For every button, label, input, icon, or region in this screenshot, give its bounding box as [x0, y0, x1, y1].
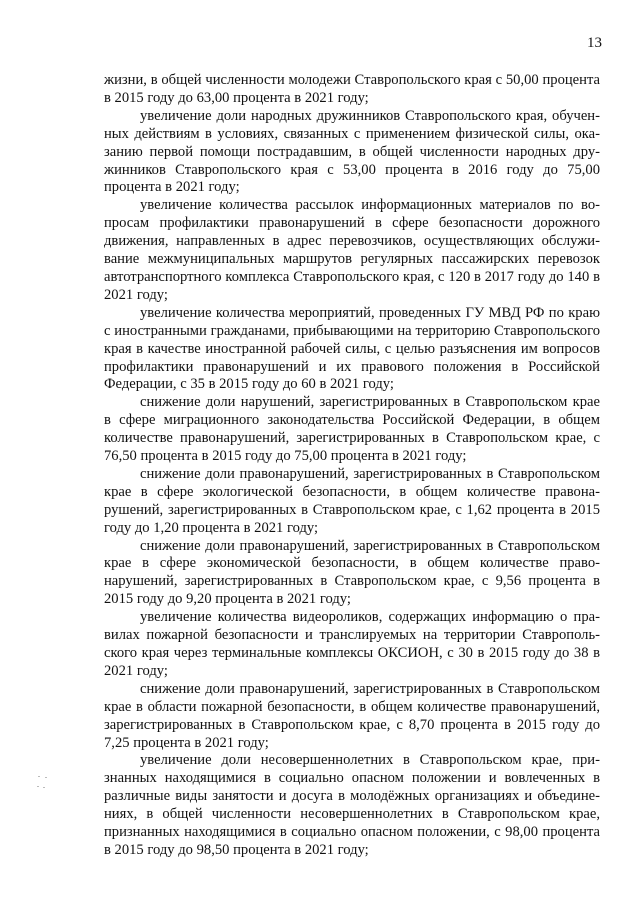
paragraph: снижение доли правонарушений, зарегистрированных в Ставропольском крае в сфере экономической безопасности, в общем количестве правонарушений, зарегистрированных в Ставропольском крае, с 9,56 процента в 2015 году до 9,20 процента в 2021 году;	[104, 537, 600, 608]
paragraph: снижение доли правонарушений, зарегистрированных в Ставропольском крае в области пожарной безопасности, в общем количестве правонарушений, зарегистрированных в Ставропольском крае, с 8,70 процента в 2015 году до 7,25 процента в 2021 году;	[104, 680, 600, 751]
document-body	[104, 72, 600, 860]
paragraph: увеличение количества видеороликов, содержащих информацию о правилах пожарной безопасности и транслируемых на территории Ставропольского края через терминальные комплексы ОКСИОН, с 30 в 2015 году до 38 в 2021 году;	[104, 609, 600, 679]
paragraph: снижение доли правонарушений, зарегистрированных в Ставропольском крае в сфере экологической безопасности, в общем количестве правонарушений, зарегистрированных в Ставропольском крае, с 1,62 процента в 2015 году до 1,20 процента в 2021 году;	[104, 465, 600, 536]
paragraph: увеличение доли народных дружинников Ставропольского края, обученных действиям в условиях, связанных с применением физической силы, оказанию первой помощи пострадавшим, в общей численности народных дружинников Ставропольского края с 53,00 процента в 2016 году до 75,00 процента в 2021 году;	[104, 107, 600, 196]
scan-artifact	[36, 774, 50, 814]
page-number: 13	[587, 35, 602, 51]
paragraph: увеличение количества мероприятий, проведенных ГУ МВД РФ по краю с иностранными гражданами, прибывающими на территорию Ставропольского края в качестве иностранной рабочей силы, с целью разъяснения им вопросов профилактики правонарушений и их правового положения в Российской Федерации, с 35 в 2015 году до 60 в 2021 году;	[104, 304, 600, 393]
paragraph: увеличение доли несовершеннолетних в Ставропольском крае, признанных находящимися в социально опасном положении и вовлеченных в различные виды занятости и досуга в молодёжных организациях и объединениях, в общей численности несовершеннолетних в Ставропольском крае, признанных находящимися в социально опасном положении, с 98,00 процента в 2015 году до 98,50 процента в 2021 году;	[104, 752, 600, 858]
paragraph: жизни, в общей численности молодежи Ставропольского края с 50,00 процента в 2015 году до 63,00 процента в 2021 году;	[104, 72, 600, 106]
paragraph: увеличение количества рассылок информационных материалов по вопросам профилактики правонарушений в сфере безопасности дорожного движения, направленных в адрес перевозчиков, осуществляющих обслуживание межмуниципальных маршрутов регулярных пассажирских перевозок автотранспортного комплекса Ставропольского края, с 120 в 2017 году до 140 в 2021 году;	[104, 197, 600, 303]
paragraph: снижение доли нарушений, зарегистрированных в Ставропольском крае в сфере миграционного законодательства Российской Федерации, в общем количестве правонарушений, зарегистрированных в Ставропольском крае, с 76,50 процента в 2015 году до 75,00 процента в 2021 году;	[104, 394, 600, 465]
